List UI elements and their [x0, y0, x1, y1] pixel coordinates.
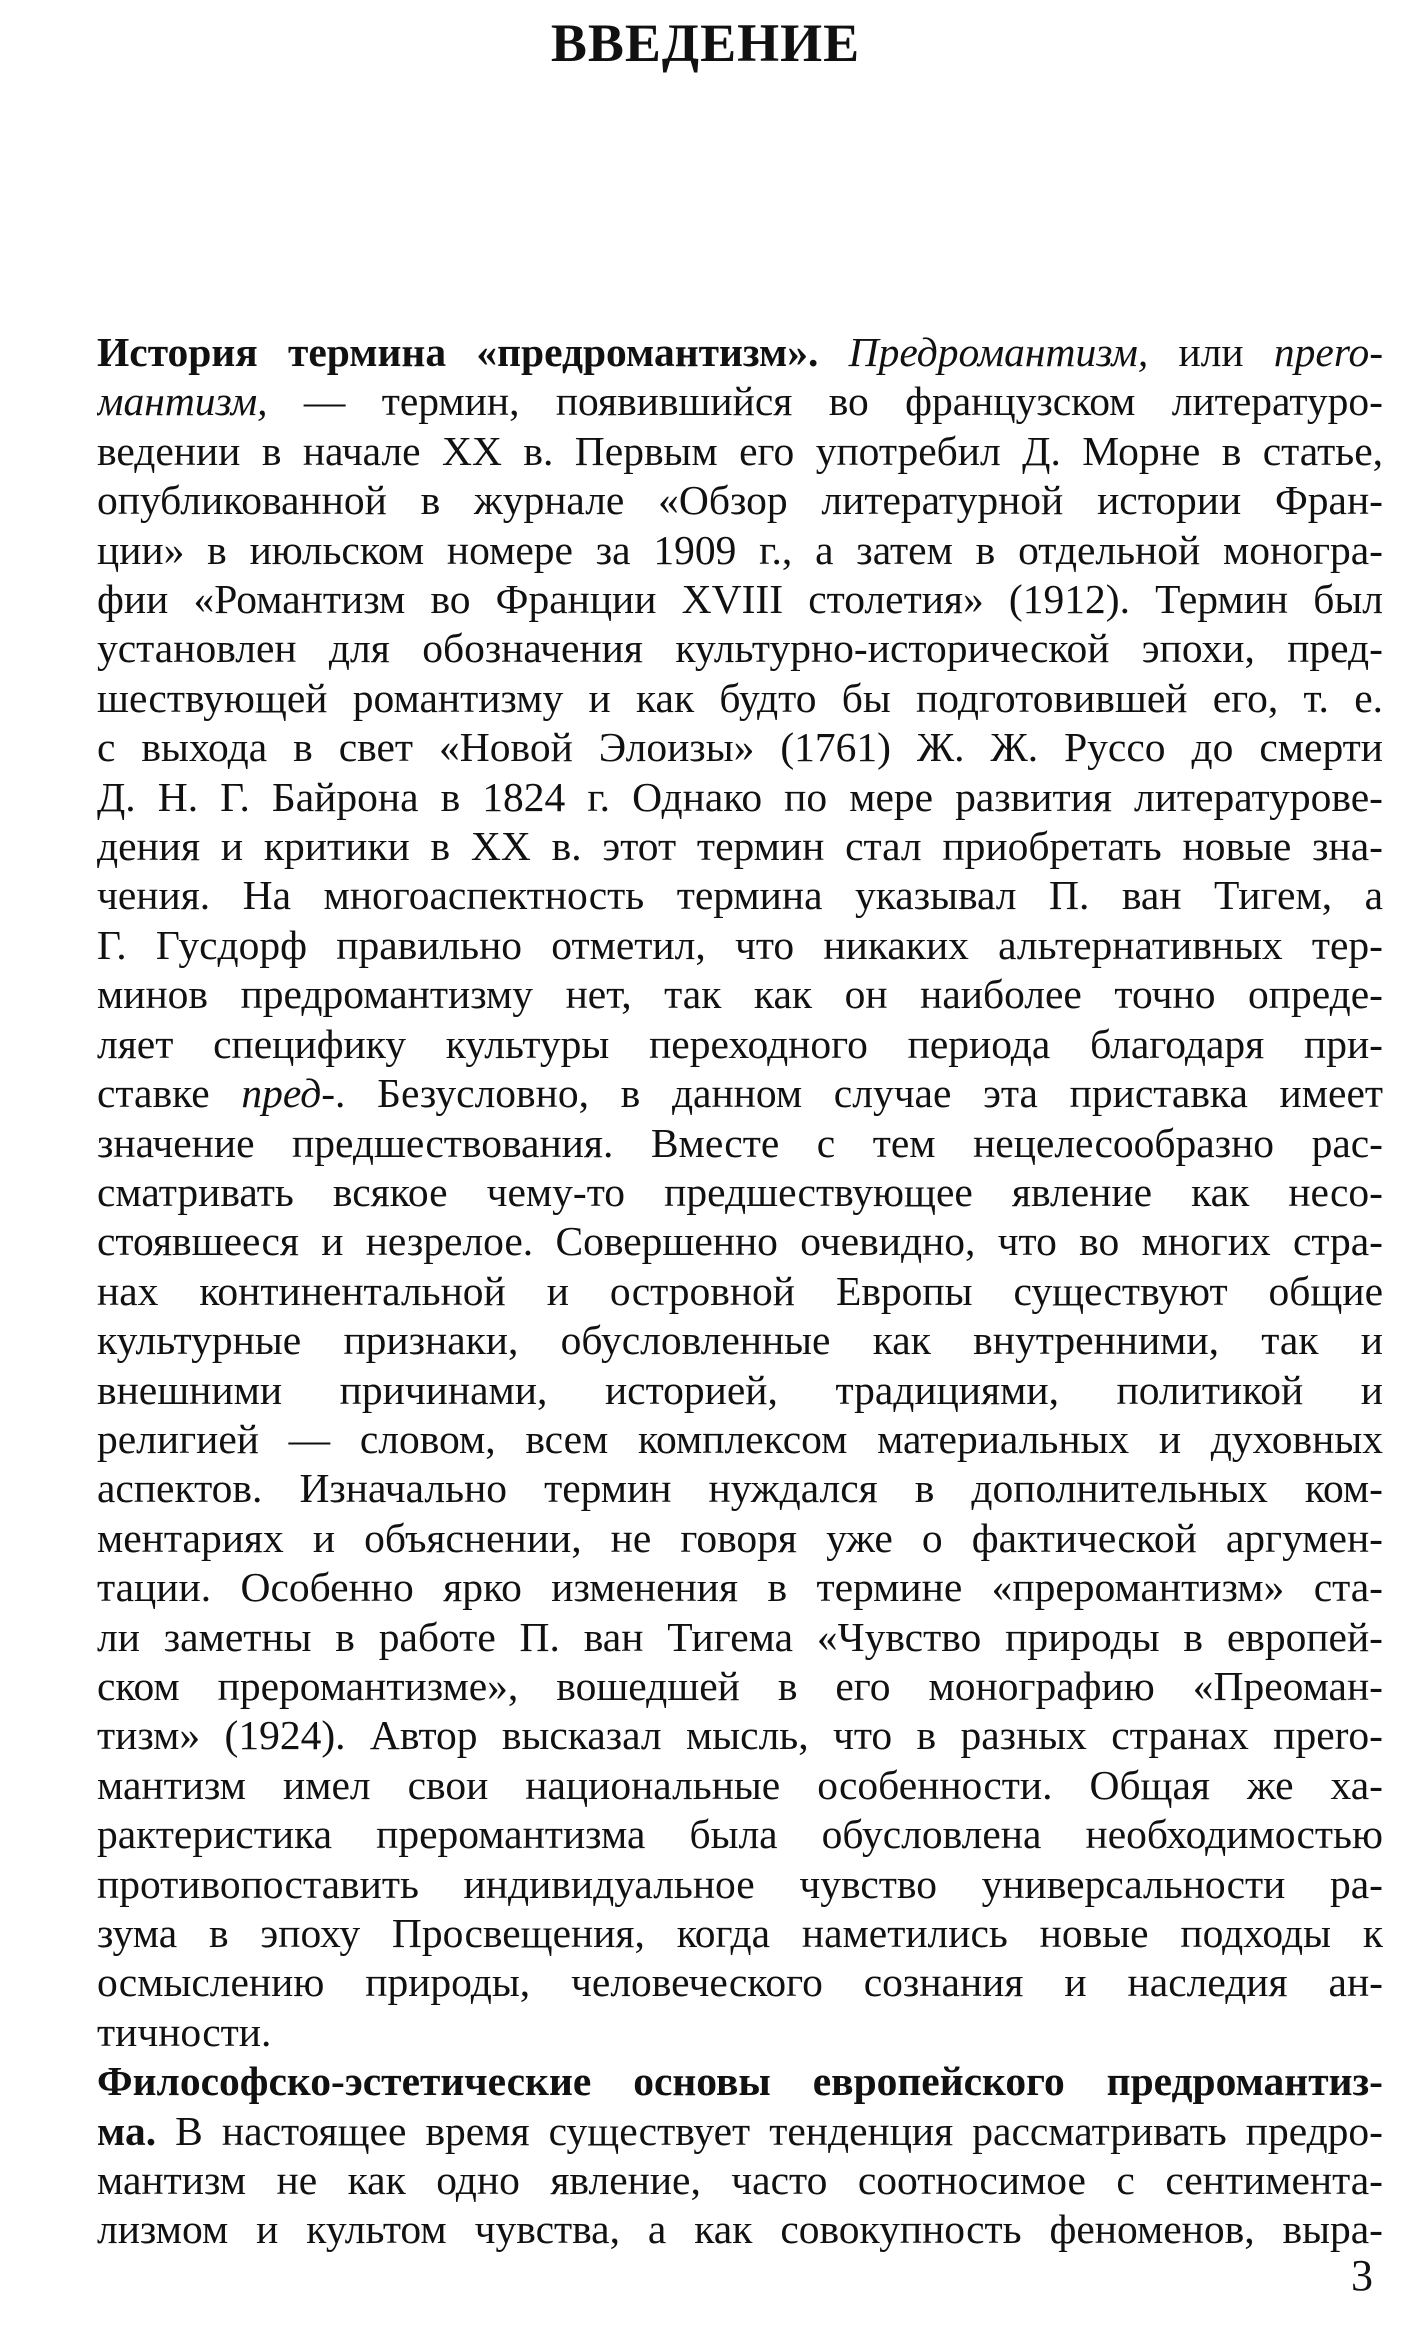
text-line: религией — словом, всем комплексом материальных и духовных: [97, 1415, 1383, 1462]
text-fragment: . Безусловно, в данном случае эта приставка имеет: [335, 1070, 1383, 1117]
text-line: чения. На многоаспектность термина указывал П. ван Тигем, а: [97, 872, 1383, 919]
text-line: аспектов. Изначально термин нуждался в дополнительных ком-: [97, 1465, 1383, 1512]
text-line: противопоставить индивидуальное чувство универсальности ра-: [97, 1860, 1383, 1907]
text-line: установлен для обозначения культурно-исторической эпохи, пред-: [97, 625, 1383, 672]
section-heading: ма.: [97, 2107, 157, 2154]
text-line: культурные признаки, обусловленные как внутренними, так и: [97, 1317, 1383, 1364]
term-emphasis: Предромантизм,: [848, 329, 1149, 375]
text-line: минов предромантизму нет, так как он наиболее точно опреде-: [97, 971, 1383, 1018]
text-line: дения и критики в XX в. этот термин стал приобретать новые зна-: [97, 823, 1383, 870]
text-line: [97, 328, 1383, 377]
text-line: Д. Н. Г. Байрона в 1824 г. Однако по мере развития литературове-: [97, 773, 1383, 820]
text-fragment: В настоящее время существует тенденция рассматривать предро-: [175, 2107, 1383, 2154]
text-line: внешними причинами, историей, традициями, политикой и: [97, 1366, 1383, 1413]
text-fragment: — термин, появившийся во французском литературо-: [303, 378, 1383, 425]
text-line: ментариях и объяснении, не говоря уже о фактической аргумен-: [97, 1514, 1383, 1561]
text-line: [97, 2107, 1383, 2156]
text-fragment: ставке: [97, 1070, 210, 1117]
text-line: [97, 1069, 1383, 1118]
section-heading: История термина «предромантизм».: [97, 329, 819, 375]
text-line: ляет специфику культуры переходного периода благодаря при-: [97, 1020, 1383, 1067]
text-line: фии «Романтизм во Франции XVIII столетия» (1912). Термин был: [97, 576, 1383, 623]
term-emphasis: мантизм,: [97, 378, 268, 425]
text-line: с выхода в свет «Новой Элоизы» (1761) Ж. Ж. Руссо до смерти: [97, 724, 1383, 771]
text-line: сматривать всякое чему-то предшествующее явление как несо-: [97, 1168, 1383, 1215]
text-line: нах континентальной и островной Европы существуют общие: [97, 1267, 1383, 1314]
page-title: ВВЕДЕНИЕ: [550, 13, 861, 73]
section-heading: Философско-эстетические основы европейского предромантиз-: [97, 2058, 1383, 2105]
text-line: тизм» (1924). Автор высказал мысль, что в разных странах прero-: [97, 1712, 1383, 1759]
text-line: ведении в начале XX в. Первым его употребил Д. Морне в статье,: [97, 427, 1383, 474]
text-line: ции» в июльском номере за 1909 г., а затем в отдельной моногра-: [97, 526, 1383, 573]
term-emphasis: пред-: [241, 1070, 336, 1117]
text-fragment: или: [1178, 329, 1244, 375]
text-line: зума в эпоху Просвещения, когда наметились новые подходы к: [97, 1910, 1383, 1956]
text-line: стоявшееся и незрелое. Совершенно очевидно, что во многих стра-: [97, 1218, 1383, 1265]
text-line: тичности.: [97, 2008, 272, 2055]
text-line: [97, 377, 1383, 426]
text-line: ском преромантизме», вошедшей в его монографию «Преоман-: [97, 1662, 1383, 1709]
text-line: осмыслению природы, человеческого сознания и наследия ан-: [97, 1959, 1383, 2006]
text-line: лизмом и культом чувства, а как совокупность феноменов, выра-: [97, 2206, 1383, 2253]
text-line: тации. Особенно ярко изменения в термине «преромантизм» ста-: [97, 1564, 1383, 1611]
text-line: мантизм имел свои национальные особенности. Общая же ха-: [97, 1761, 1383, 1808]
body-text: [97, 328, 1383, 2255]
term-emphasis: прero-: [1273, 329, 1383, 375]
page-number: 3: [1351, 2251, 1373, 2300]
text-line: шествующей романтизму и как будто бы подготовившей его, т. е.: [97, 674, 1383, 721]
text-line: [97, 2057, 1383, 2106]
text-line: ли заметны в работе П. ван Тигема «Чувство природы в европей-: [97, 1613, 1383, 1660]
text-line: Г. Гусдорф правильно отметил, что никаких альтернативных тер-: [97, 921, 1383, 968]
text-line: значение предшествования. Вместе с тем нецелесообразно рас-: [97, 1119, 1383, 1166]
text-line: рактеристика преромантизма была обусловлена необходимостью: [97, 1811, 1383, 1858]
text-line: опубликованной в журнале «Обзор литературной истории Фран-: [97, 477, 1383, 524]
text-line: мантизм не как одно явление, часто соотносимое с сентимента-: [97, 2157, 1383, 2204]
